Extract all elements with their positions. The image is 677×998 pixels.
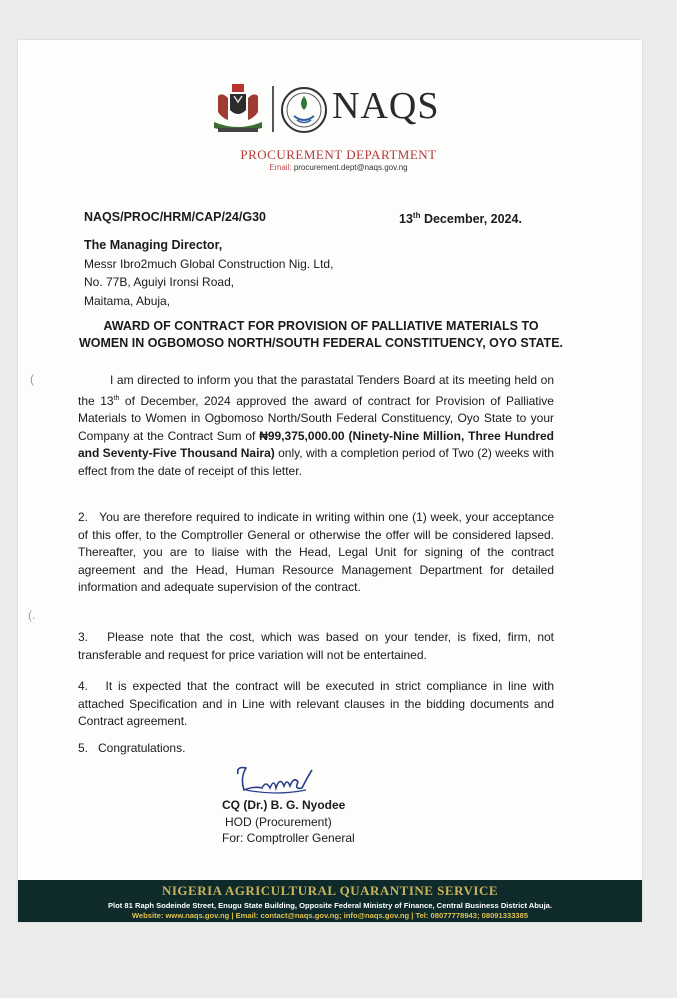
recipient-address bbox=[84, 236, 333, 310]
coat-of-arms-icon bbox=[210, 82, 266, 134]
department-email bbox=[0, 163, 677, 172]
department-heading: PROCUREMENT DEPARTMENT bbox=[240, 147, 437, 162]
p1-part-a: I am directed to inform you that the parastatal Tenders Board at its meeting held on the 13 bbox=[78, 373, 554, 408]
recipient-line: Messr Ibro2much Global Construction Nig. Ltd, bbox=[84, 256, 334, 271]
signatory-name: CQ (Dr.) B. G. Nyodee bbox=[222, 798, 346, 812]
logo-divider bbox=[272, 86, 274, 132]
date-day: 13 bbox=[399, 212, 413, 227]
margin-mark: (. bbox=[28, 608, 36, 622]
email-address: procurement.dept@naqs.gov.ng bbox=[293, 163, 408, 172]
date-rest: December, 2024. bbox=[420, 212, 522, 227]
footer-address: Plot 81 Raph Sodeinde Street, Enugu State Building, Opposite Federal Ministry of Finance, Central Business District Abuja. bbox=[107, 901, 553, 910]
signature-icon bbox=[232, 760, 352, 796]
recipient-line: No. 77B, Aguiyi Ironsi Road, bbox=[84, 275, 235, 289]
paragraph-5: 5. Congratulations. bbox=[78, 741, 186, 755]
footer-org: NIGERIA AGRICULTURAL QUARANTINE SERVICE bbox=[161, 883, 499, 898]
p1-part-c: only, with a completion period of Two (2) weeks with effect from the date of receipt of this letter. bbox=[78, 446, 554, 478]
letterhead-logos bbox=[210, 82, 480, 138]
brand-name: NAQS bbox=[332, 85, 440, 127]
signatory-for: For: Comptroller General bbox=[222, 831, 355, 845]
contract-amount: ₦99,375,000.00 (Ninety-Nine Million, Three Hundred and Seventy-Five Thousand Naira) bbox=[78, 428, 554, 461]
paragraph-4: 4. It is expected that the contract will be executed in strict compliance in line with attached Specification and in Line with relevant clauses in the bidding documents and Contract agreement. bbox=[78, 679, 554, 729]
paragraph-3: 3. Please note that the cost, which was based on your tender, is fixed, firm, not transferable and request for price variation will not be entertained. bbox=[78, 630, 554, 662]
letter-date bbox=[399, 211, 522, 226]
letter-footer bbox=[18, 880, 642, 922]
naqs-seal-icon bbox=[280, 86, 328, 134]
date-suffix: th bbox=[412, 211, 421, 220]
signatory-role: HOD (Procurement) bbox=[225, 814, 332, 829]
signatory-block bbox=[222, 797, 355, 847]
paragraph-2: 2. You are therefore required to indicate in writing within one (1) week, your acceptance of this offer, to the Comptroller General or otherwise the offer will be considered lapsed. Thereafter, you are to liaise with the Head, Legal Unit for signing of the contract agreement and the Head, Human Resource Management Department for detailed information and adequate supervision of the contract. bbox=[78, 510, 554, 595]
recipient-title: The Managing Director, bbox=[84, 238, 223, 252]
letter-subject: AWARD OF CONTRACT FOR PROVISION OF PALLIATIVE MATERIALS TO WOMEN IN OGBOMOSO NORTH/SOUTH FEDERAL CONSTITUENCY, OYO STATE. bbox=[78, 319, 564, 350]
margin-mark: ( bbox=[30, 372, 34, 386]
recipient-line: Maitama, Abuja, bbox=[84, 293, 171, 308]
email-label: Email: bbox=[269, 163, 292, 172]
footer-contacts: Website: www.naqs.gov.ng | Email: contact@naqs.gov.ng; info@naqs.gov.ng | Tel: 08077778943; 08091333385 bbox=[131, 911, 529, 920]
paragraph-1 bbox=[78, 372, 554, 481]
p1-sup: th bbox=[113, 394, 120, 402]
p1-part-b: of December, 2024 approved the award of contract for Provision of Palliative Materials to Women in Ogbomoso North/South Federal Constituency, Oyo State to your Company at the Contract Sum of bbox=[78, 393, 554, 443]
reference-number: NAQS/PROC/HRM/CAP/24/G30 bbox=[84, 210, 266, 224]
